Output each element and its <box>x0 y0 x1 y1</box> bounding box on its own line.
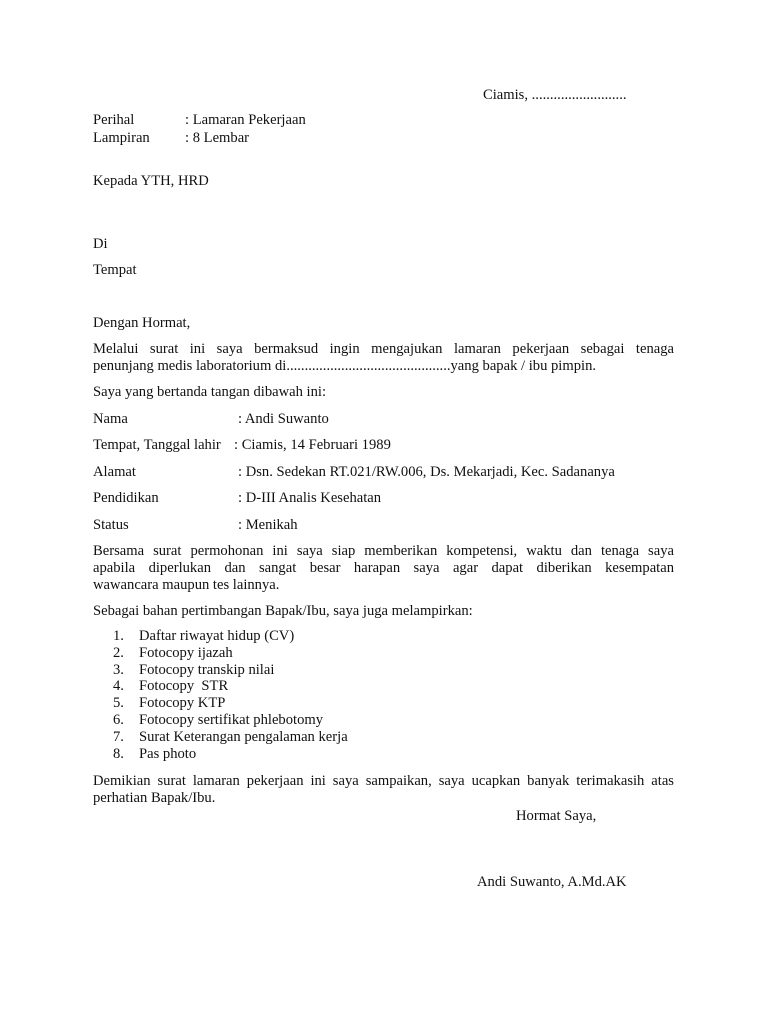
list-item <box>113 695 348 712</box>
recipient-di: Di <box>93 236 108 252</box>
lampiran-label: Lampiran <box>93 130 150 146</box>
list-item-text: Pas photo <box>139 745 197 762</box>
list-item-text: Fotocopy STR <box>139 678 229 695</box>
intro-paragraph <box>93 341 674 375</box>
list-item-number: 5. <box>113 695 124 712</box>
list-item <box>113 662 348 679</box>
list-item-text: Fotocopy sertifikat phlebotomy <box>139 711 324 728</box>
closing-line-2: perhatian Bapak/Ibu. <box>93 790 216 806</box>
identity-value-nama: : Andi Suwanto <box>238 411 329 427</box>
attachments-list <box>113 628 348 762</box>
list-item-text: Surat Keterangan pengalaman kerja <box>139 728 348 745</box>
list-item <box>113 678 348 695</box>
lampiran-value: : 8 Lembar <box>185 130 250 146</box>
list-item-number: 2. <box>113 644 124 661</box>
identity-label-status: Status <box>93 517 129 533</box>
intro-line-1: Melalui surat ini saya bermaksud ingin mengajukan lamaran pekerjaan sebagai tenaga <box>93 341 674 357</box>
identity-label-nama: Nama <box>93 411 128 427</box>
list-item <box>113 645 348 662</box>
list-item <box>113 729 348 746</box>
identity-value-ttl: : Ciamis, 14 Februari 1989 <box>234 437 391 453</box>
intro-line-2: penunjang medis laboratorium di.............................................yang bapak / ibu pimpin. <box>93 358 597 374</box>
signature-name: Andi Suwanto, A.Md.AK <box>477 874 627 890</box>
list-item <box>113 712 348 729</box>
offer-line-2: apabila diperlukan dan sangat besar harapan saya agar dapat diberikan kesempatan <box>93 560 674 576</box>
list-item-number: 8. <box>113 745 124 762</box>
perihal-value: : Lamaran Pekerjaan <box>185 112 306 128</box>
identity-label-ttl: Tempat, Tanggal lahir <box>93 437 221 453</box>
list-item-number: 6. <box>113 711 124 728</box>
signed-below-text: Saya yang bertanda tangan dibawah ini: <box>93 384 327 400</box>
list-item-number: 3. <box>113 661 124 678</box>
list-item-number: 4. <box>113 678 124 695</box>
identity-value-status: : Menikah <box>238 517 298 533</box>
offer-line-3: wawancara maupun tes lainnya. <box>93 577 280 593</box>
perihal-label: Perihal <box>93 112 135 128</box>
identity-label-alamat: Alamat <box>93 464 136 480</box>
identity-value-pendidikan: : D-III Analis Kesehatan <box>238 490 382 506</box>
list-item-text: Fotocopy transkip nilai <box>139 661 275 678</box>
list-item-text: Daftar riwayat hidup (CV) <box>139 628 295 644</box>
list-item <box>113 746 348 763</box>
attachments-intro: Sebagai bahan pertimbangan Bapak/Ibu, saya juga melampirkan: <box>93 603 473 619</box>
recipient-kepada: Kepada YTH, HRD <box>93 173 209 189</box>
closing-paragraph <box>93 773 674 807</box>
list-item-text: Fotocopy ijazah <box>139 644 233 661</box>
offer-line-1: Bersama surat permohonan ini saya siap memberikan kompetensi, waktu dan tenaga saya <box>93 543 674 559</box>
list-item <box>113 628 348 645</box>
identity-label-pendidikan: Pendidikan <box>93 490 159 506</box>
offer-paragraph <box>93 543 674 594</box>
list-item-number: 7. <box>113 728 124 745</box>
greeting: Dengan Hormat, <box>93 315 191 331</box>
identity-value-alamat: : Dsn. Sedekan RT.021/RW.006, Ds. Mekarjadi, Kec. Sadananya <box>238 464 615 480</box>
closing-line-1: Demikian surat lamaran pekerjaan ini saya sampaikan, saya ucapkan banyak terimakasih atas <box>93 773 674 789</box>
signature-regards: Hormat Saya, <box>516 808 597 824</box>
recipient-tempat: Tempat <box>93 262 137 278</box>
list-item-text: Fotocopy KTP <box>139 695 226 712</box>
place-date: Ciamis, .......................... <box>483 87 627 103</box>
list-item-number: 1. <box>113 628 124 644</box>
